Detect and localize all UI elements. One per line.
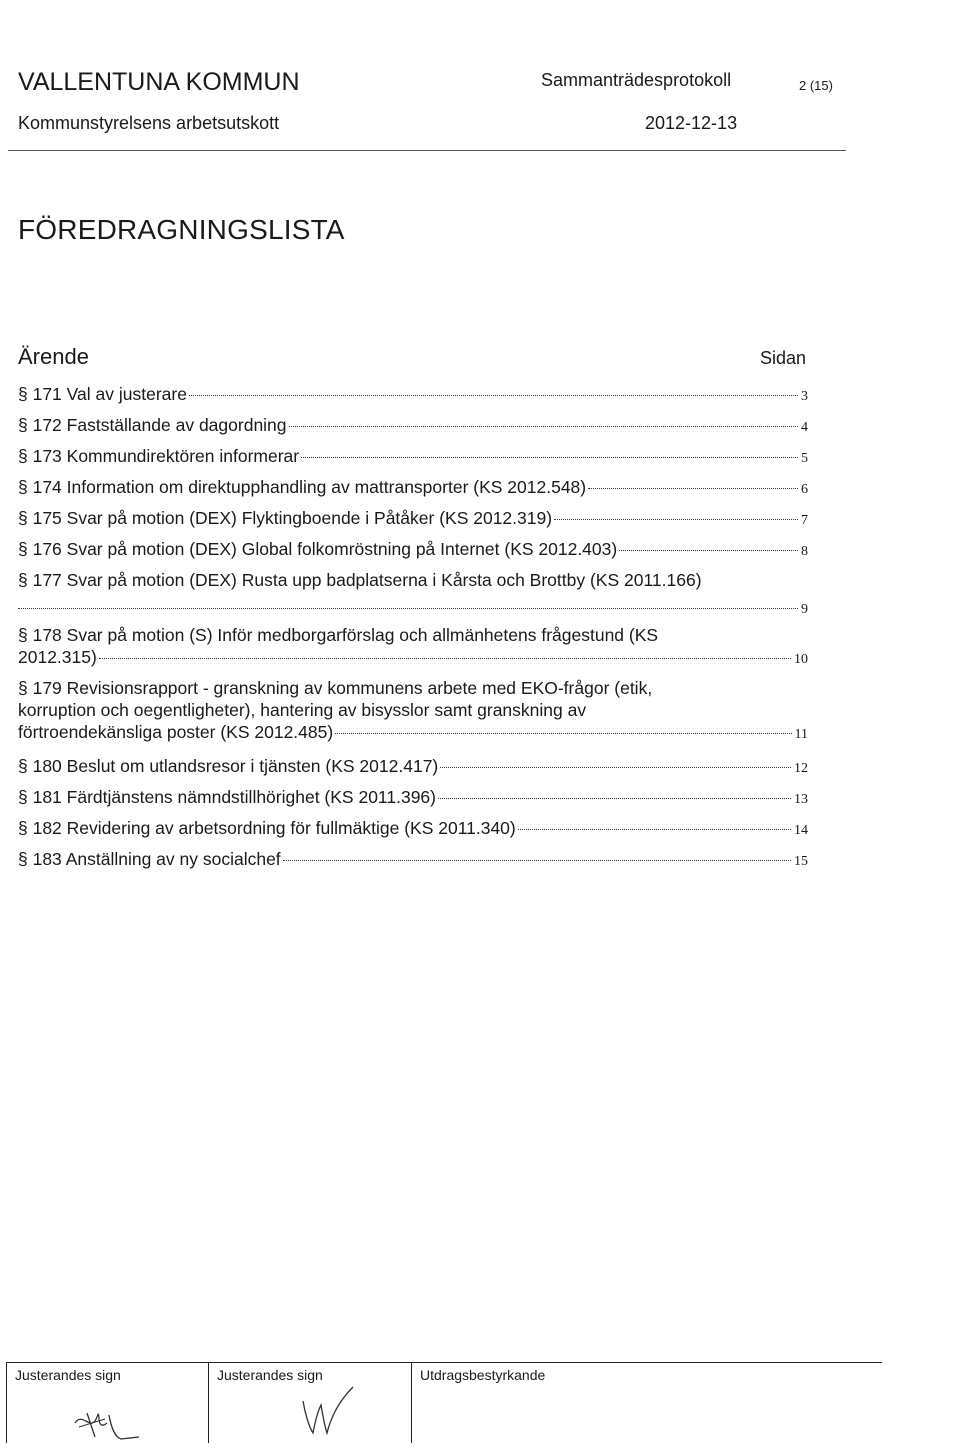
leader-dots (289, 426, 798, 427)
toc-entry-text: § 182 Revidering av arbetsordning för fullmäktige (KS 2011.340) (18, 818, 516, 838)
leader-dots (18, 608, 798, 609)
toc-entry (18, 848, 808, 873)
signature-cell (411, 1363, 883, 1443)
toc-entry (18, 414, 808, 439)
organization-name: VALLENTUNA KOMMUN (18, 68, 300, 96)
handwritten-signature-1 (65, 1393, 155, 1443)
toc-entry-page: 8 (801, 544, 808, 559)
toc-entry-page: 15 (794, 854, 808, 869)
leader-dots (588, 488, 798, 489)
toc-entry-text: § 181 Färdtjänstens nämndstillhörighet (KS 2011.396) (18, 787, 436, 807)
toc-entry-page: 7 (801, 513, 808, 528)
toc-entry (18, 476, 808, 501)
meeting-date: 2012-12-13 (645, 113, 738, 133)
toc-entry-text-cont: 2012.315) (18, 647, 97, 667)
toc-entry-text: § 177 Svar på motion (DEX) Rusta upp badplatserna i Kårsta och Brottby (KS 2011.166) (18, 570, 702, 590)
signature-table (6, 1362, 882, 1443)
toc-entry (18, 817, 808, 842)
toc-entry-text: § 175 Svar på motion (DEX) Flyktingboende i Påtåker (KS 2012.319) (18, 508, 553, 528)
toc-entry-text: § 173 Kommundirektören informerar (18, 446, 300, 466)
toc-entry-page: 9 (801, 602, 808, 617)
toc-entry-page: 5 (801, 451, 808, 466)
leader-dots (335, 733, 791, 734)
column-heading-page: Sidan (760, 348, 807, 368)
leader-dots (283, 860, 791, 861)
toc-entry-page: 10 (794, 652, 808, 667)
toc-entry-text: § 171 Val av justerare (18, 384, 187, 404)
signature-cell (208, 1363, 412, 1443)
toc-entry (18, 507, 808, 532)
toc-entry-text: § 174 Information om direktupphandling av mattransporter (KS 2012.548) (18, 477, 587, 497)
toc-entry-page: 13 (794, 792, 808, 807)
toc-entry-text: § 183 Anställning av ny socialchef (18, 849, 281, 869)
toc-entry-text: § 180 Beslut om utlandsresor i tjänsten (KS 2012.417) (18, 756, 439, 776)
leader-dots (438, 798, 791, 799)
toc-entry-text: § 176 Svar på motion (DEX) Global folkomröstning på Internet (KS 2012.403) (18, 539, 618, 559)
toc-entry (18, 445, 808, 470)
signature-cell-label: Justerandes sign (15, 1367, 121, 1383)
committee-name: Kommunstyrelsens arbetsutskott (18, 113, 280, 133)
toc-entry (18, 624, 808, 671)
column-heading-matter: Ärende (18, 344, 89, 369)
leader-dots (554, 519, 798, 520)
toc-entry-page: 6 (801, 482, 808, 497)
toc-entry-page: 3 (801, 389, 808, 404)
toc-entry-page: 11 (794, 727, 808, 742)
signature-cell-label: Utdragsbestyrkande (420, 1367, 546, 1383)
toc-entry (18, 677, 808, 746)
leader-dots (518, 829, 791, 830)
toc-entry-page: 14 (794, 823, 808, 838)
toc-entry-text: § 179 Revisionsrapport - granskning av kommunens arbete med EKO-frågor (etik, (18, 678, 653, 698)
toc-entry-text: § 172 Fastställande av dagordning (18, 415, 287, 435)
signature-cell-label: Justerandes sign (217, 1367, 323, 1383)
leader-dots (301, 457, 798, 458)
page-title: FÖREDRAGNINGSLISTA (18, 214, 345, 245)
toc-entry-text-cont: korruption och oegentligheter), hantering av bisysslor samt granskning av (18, 700, 587, 720)
toc-entry (18, 786, 808, 811)
handwritten-signature-2 (291, 1383, 361, 1441)
leader-dots (189, 395, 798, 396)
document-type: Sammanträdesprotokoll (541, 70, 732, 90)
header-divider (8, 150, 846, 151)
signature-cell (6, 1363, 209, 1443)
toc-entry-text-cont: förtroendekänsliga poster (KS 2012.485) (18, 722, 334, 742)
toc-entry-page: 4 (801, 420, 808, 435)
toc-entry-page: 12 (794, 761, 808, 776)
toc-entry (18, 383, 808, 408)
leader-dots (619, 550, 798, 551)
toc-entry (18, 755, 808, 780)
leader-dots (99, 658, 791, 659)
toc-entry (18, 569, 808, 621)
page-indicator: 2 (15) (799, 78, 833, 93)
toc-entry (18, 538, 808, 563)
toc-entry-text: § 178 Svar på motion (S) Inför medborgarförslag och allmänhetens frågestund (KS (18, 625, 659, 645)
leader-dots (440, 767, 791, 768)
